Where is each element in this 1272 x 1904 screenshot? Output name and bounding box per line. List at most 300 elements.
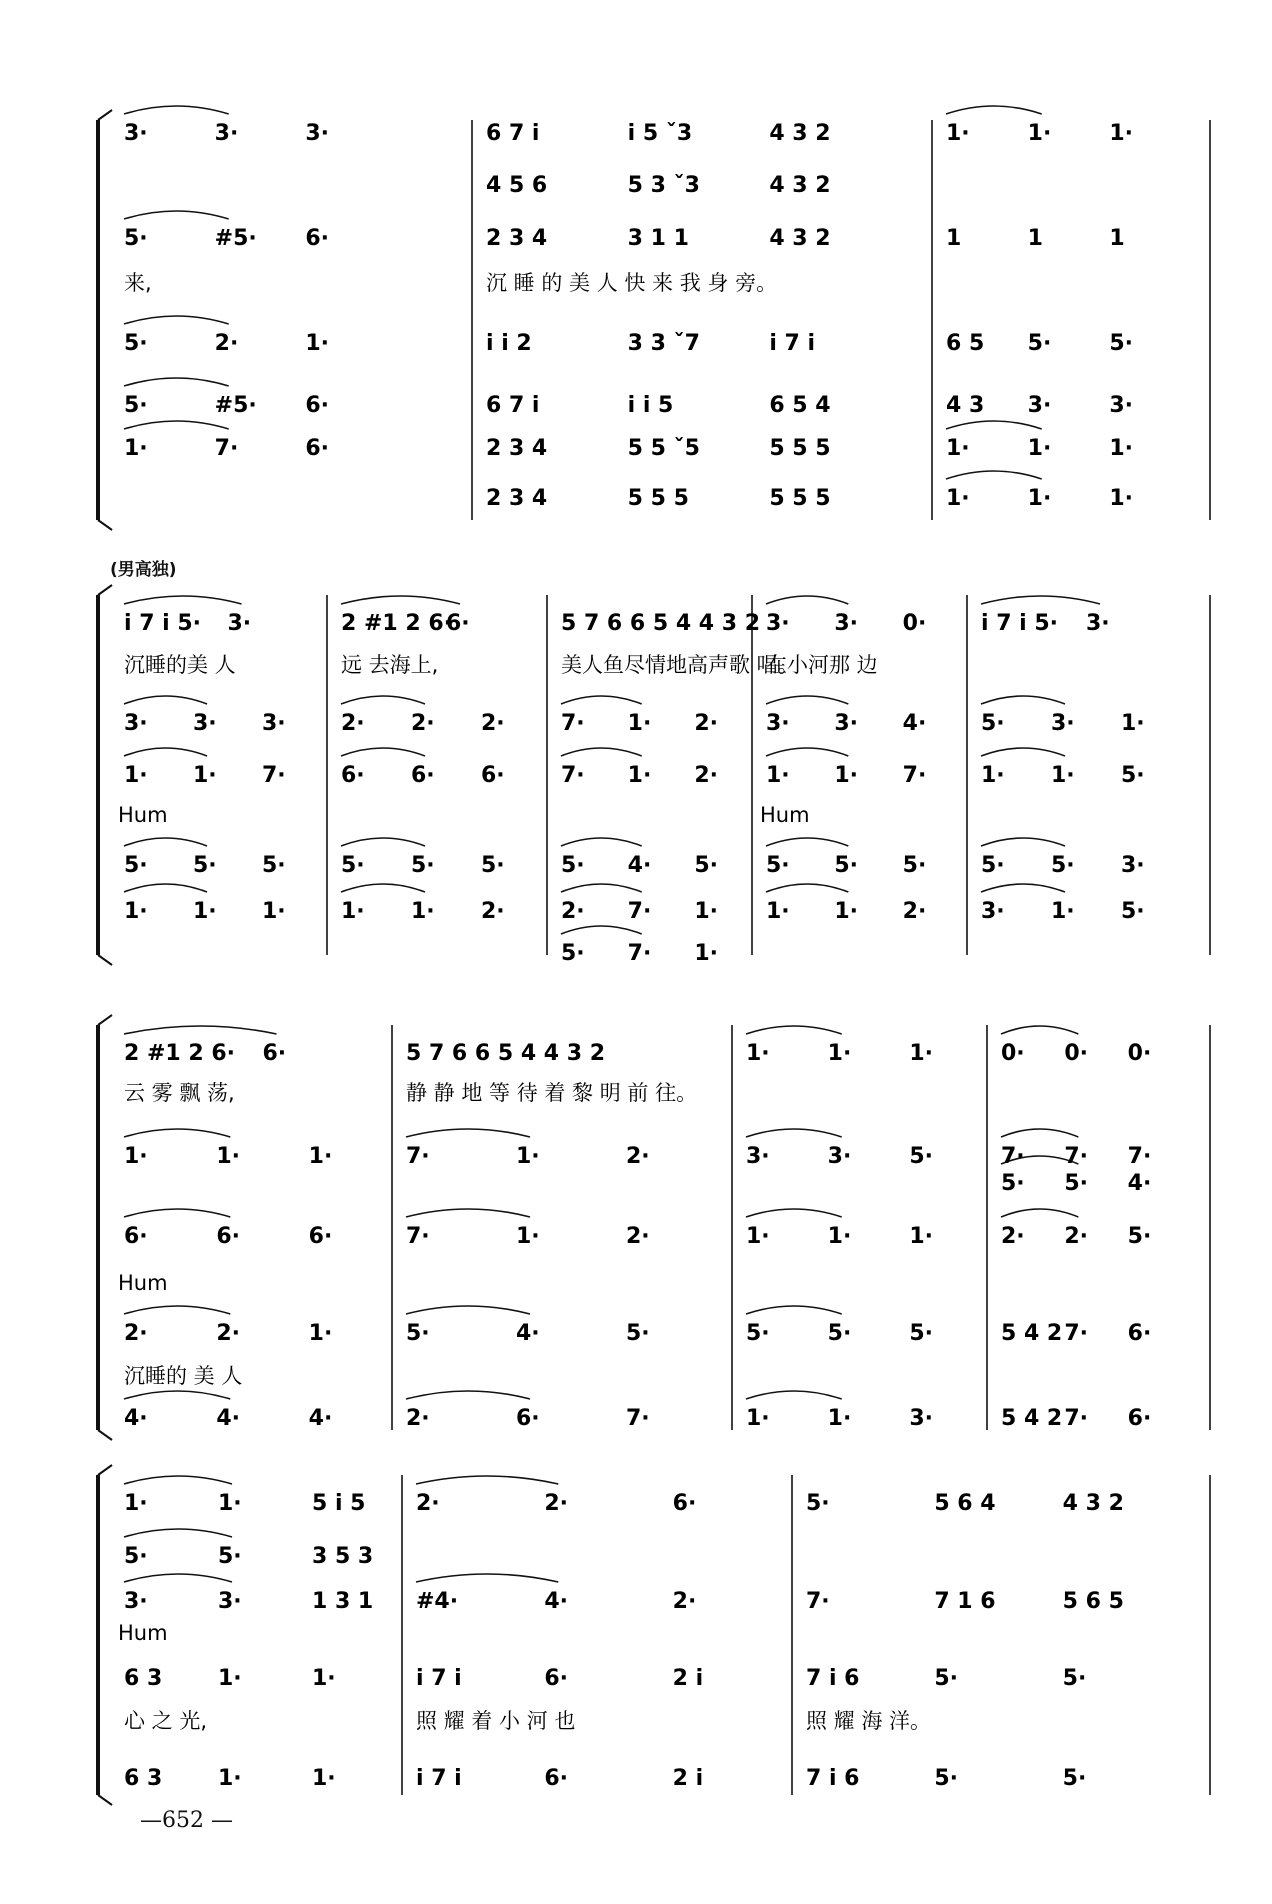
- lyric-line: 远 去海上,: [341, 653, 439, 677]
- note-group: 1·: [308, 1144, 333, 1169]
- note-group: 1·: [305, 331, 330, 356]
- note-group: 4 3: [946, 393, 985, 418]
- note-group: 7·: [1001, 1144, 1025, 1169]
- note-group: 2·: [902, 899, 927, 924]
- tie: [766, 884, 848, 892]
- note-group: 7·: [806, 1589, 830, 1614]
- note-group: 1 3 1: [312, 1589, 374, 1614]
- tie: [561, 926, 642, 934]
- note-group: 2·: [481, 899, 505, 924]
- note-group: 1·: [216, 1144, 241, 1169]
- bracket-hook: [98, 1795, 112, 1805]
- note-group: 6·: [262, 1041, 287, 1066]
- tie: [561, 696, 642, 704]
- note-group: i 5 ˇ3: [627, 121, 693, 146]
- note-group: 7 1 6: [934, 1589, 996, 1614]
- note-group: 6·: [216, 1224, 241, 1249]
- note-group: 6 7 i: [486, 393, 540, 418]
- bracket-hook: [98, 520, 112, 530]
- note-group: 7·: [262, 763, 286, 788]
- tie: [341, 884, 425, 892]
- note-group: 3·: [1109, 393, 1134, 418]
- tie: [341, 596, 460, 604]
- lyric-line: 云 雾 飘 荡,: [124, 1081, 235, 1105]
- note-group: 2 #1 2 6·: [124, 1041, 235, 1066]
- note-group: 4·: [308, 1406, 333, 1431]
- note-group: 7·: [627, 899, 652, 924]
- note-group: 6·: [305, 393, 330, 418]
- note-group: 6·: [308, 1224, 333, 1249]
- note-group: 2 3 4: [486, 486, 548, 511]
- note-group: #4·: [416, 1589, 459, 1614]
- tie: [1001, 1129, 1078, 1137]
- lyric-line: 沉睡的美 人: [124, 653, 236, 677]
- note-group: 5 i 5: [312, 1491, 366, 1516]
- note-group: 6·: [305, 226, 330, 251]
- tie: [981, 696, 1065, 704]
- note-group: 3·: [193, 711, 217, 736]
- lyric-line: 照 耀 着 小 河 也: [416, 1709, 576, 1733]
- tie: [766, 748, 848, 756]
- note-group: 0·: [902, 611, 927, 636]
- tie: [124, 106, 229, 114]
- tie: [124, 421, 229, 429]
- note-group: i i 2: [486, 331, 532, 356]
- note-group: 0·: [1001, 1041, 1025, 1066]
- tie: [406, 1209, 530, 1217]
- note-group: 4·: [1127, 1171, 1152, 1196]
- note-group: 3 3 ˇ7: [627, 331, 700, 356]
- note-group: 5·: [827, 1321, 852, 1346]
- note-group: i 7 i: [416, 1666, 462, 1691]
- note-group: 1·: [124, 436, 148, 461]
- tie: [124, 596, 242, 604]
- note-group: 3 5 3: [312, 1544, 374, 1569]
- tie: [561, 884, 642, 892]
- note-group: 4 3 2: [1062, 1491, 1124, 1516]
- note-group: 1·: [193, 763, 217, 788]
- note-group: 7·: [1064, 1144, 1089, 1169]
- note-group: 2·: [672, 1589, 697, 1614]
- note-group: 3·: [909, 1406, 934, 1431]
- lyric-line: 照 耀 海 洋。: [806, 1709, 932, 1733]
- note-group: 5·: [746, 1321, 770, 1346]
- note-group: 3·: [827, 1144, 852, 1169]
- note-group: 4 3 2: [769, 121, 831, 146]
- note-group: 6·: [544, 1666, 569, 1691]
- note-group: 3·: [262, 711, 286, 736]
- tie: [946, 106, 1042, 114]
- note-group: 5·: [1121, 763, 1145, 788]
- note-group: 4·: [902, 711, 927, 736]
- note-group: 3·: [214, 121, 239, 146]
- note-group: 6 3: [124, 1766, 163, 1791]
- tie: [766, 596, 848, 604]
- note-group: 7·: [561, 763, 585, 788]
- note-group: 5·: [481, 853, 505, 878]
- note-group: 4·: [216, 1406, 241, 1431]
- note-group: 6·: [1127, 1406, 1152, 1431]
- note-group: 5·: [934, 1766, 959, 1791]
- note-group: 1·: [946, 436, 970, 461]
- note-group: 5·: [561, 853, 585, 878]
- tie: [746, 1391, 842, 1399]
- lyric-line: 沉 睡 的 美 人 快 来 我 身 旁。: [486, 271, 778, 295]
- tie: [341, 696, 425, 704]
- note-group: 1·: [946, 486, 970, 511]
- note-group: 5·: [124, 331, 148, 356]
- note-group: 6·: [544, 1766, 569, 1791]
- note-group: 4 5 6: [486, 173, 548, 198]
- note-group: 2·: [341, 711, 365, 736]
- note-group: 1·: [124, 763, 148, 788]
- note-group: 1·: [1109, 121, 1134, 146]
- note-group: 7·: [1064, 1406, 1089, 1431]
- note-group: 5 4 2: [1001, 1321, 1063, 1346]
- note-group: 5·: [1121, 899, 1145, 924]
- note-group: 2 3 4: [486, 226, 548, 251]
- note-group: 5·: [909, 1321, 934, 1346]
- note-group: 6·: [672, 1491, 697, 1516]
- hum-label: Hum: [118, 1621, 168, 1645]
- note-group: 1·: [193, 899, 217, 924]
- note-group: 1·: [827, 1041, 852, 1066]
- tie: [124, 1391, 230, 1399]
- note-group: 4·: [516, 1321, 540, 1346]
- tie: [1001, 1209, 1078, 1217]
- tie: [766, 838, 848, 846]
- note-group: 2·: [626, 1224, 650, 1249]
- tie: [981, 748, 1065, 756]
- note-group: 3·: [218, 1589, 242, 1614]
- note-group: 6·: [124, 1224, 148, 1249]
- note-group: 1·: [909, 1041, 934, 1066]
- note-group: 3·: [766, 711, 790, 736]
- tie: [766, 696, 848, 704]
- bracket-hook: [98, 585, 112, 595]
- note-group: 5 7 6 6 5 4 4 3 2: [561, 611, 761, 636]
- tie: [124, 1129, 230, 1137]
- note-group: 6·: [305, 436, 330, 461]
- tie: [406, 1391, 530, 1399]
- note-group: 3·: [305, 121, 330, 146]
- tie: [981, 596, 1100, 604]
- note-group: 1·: [312, 1766, 336, 1791]
- tie: [124, 211, 229, 219]
- note-group: 2·: [411, 711, 435, 736]
- note-group: 6 5 4: [769, 393, 831, 418]
- note-group: 3·: [1121, 853, 1145, 878]
- note-group: 5 5 5: [769, 436, 831, 461]
- note-group: 2·: [406, 1406, 430, 1431]
- note-group: 5·: [406, 1321, 430, 1346]
- note-group: 1·: [312, 1666, 336, 1691]
- note-group: 5 3 ˇ3: [627, 173, 700, 198]
- note-group: 5 5 5: [769, 486, 831, 511]
- note-group: 1·: [1027, 486, 1052, 511]
- note-group: 7·: [902, 763, 927, 788]
- note-group: 7·: [1064, 1321, 1089, 1346]
- note-group: 1·: [766, 899, 790, 924]
- note-group: 2 #1 2 6·: [341, 611, 452, 636]
- note-group: 5 5 5: [627, 486, 689, 511]
- note-group: 1·: [218, 1766, 242, 1791]
- staff-lines: [98, 106, 1210, 1805]
- note-group: 5·: [1001, 1171, 1025, 1196]
- note-group: 2·: [216, 1321, 241, 1346]
- note-group: 7·: [561, 711, 585, 736]
- tie: [341, 838, 425, 846]
- tie: [124, 1476, 232, 1484]
- note-group: 5 7 6 6 5 4 4 3 2: [406, 1041, 606, 1066]
- note-group: 3·: [1086, 611, 1110, 636]
- tie: [124, 1209, 230, 1217]
- note-group: 4·: [627, 853, 652, 878]
- tie: [561, 838, 642, 846]
- note-group: 2 i: [672, 1766, 704, 1791]
- note-group: 5·: [806, 1491, 830, 1516]
- note-group: 3·: [834, 711, 859, 736]
- note-group: 1·: [746, 1224, 770, 1249]
- note-group: 5·: [1051, 853, 1075, 878]
- lyric-line: 在小河那 边: [766, 653, 878, 677]
- note-group: 1·: [627, 763, 652, 788]
- note-group: 0·: [1064, 1041, 1089, 1066]
- note-group: 1: [1027, 226, 1043, 251]
- note-group: i 7 i 5·: [124, 611, 202, 636]
- note-group: 1·: [827, 1224, 852, 1249]
- note-group: 1·: [834, 763, 859, 788]
- note-group: 6·: [516, 1406, 540, 1431]
- bracket-hook: [98, 955, 112, 965]
- tie: [406, 1129, 530, 1137]
- note-group: 4 3 2: [769, 173, 831, 198]
- note-group: 3·: [746, 1144, 770, 1169]
- note-group: 5·: [909, 1144, 934, 1169]
- tie: [124, 316, 229, 324]
- note-group: 3·: [766, 611, 790, 636]
- note-group: 5·: [1127, 1224, 1152, 1249]
- note-group: 3·: [1027, 393, 1052, 418]
- hum-label: Hum: [118, 803, 168, 827]
- note-group: 5·: [411, 853, 435, 878]
- tie: [416, 1574, 558, 1582]
- note-group: 2·: [544, 1491, 569, 1516]
- note-group: 1·: [746, 1041, 770, 1066]
- note-group: 4·: [124, 1406, 148, 1431]
- tie: [981, 884, 1065, 892]
- note-group: 5·: [561, 941, 585, 966]
- note-group: 5·: [124, 853, 148, 878]
- lyric-line: 静 静 地 等 待 着 黎 明 前 往。: [406, 1081, 698, 1105]
- note-group: 1·: [124, 899, 148, 924]
- lyric-line: 沉睡的 美 人: [124, 1364, 243, 1388]
- note-group: 6·: [481, 763, 505, 788]
- note-group: 5 6 5: [1062, 1589, 1124, 1614]
- note-group: 2·: [481, 711, 505, 736]
- notation-text: [118, 121, 1151, 1791]
- note-group: 3·: [981, 899, 1005, 924]
- note-group: 1·: [308, 1321, 333, 1346]
- note-group: 1·: [124, 1144, 148, 1169]
- note-group: 5·: [1062, 1766, 1087, 1791]
- note-group: 1·: [218, 1491, 242, 1516]
- note-group: 1·: [516, 1224, 540, 1249]
- bracket-hook: [98, 110, 112, 120]
- note-group: 5·: [766, 853, 790, 878]
- tie: [1001, 1026, 1078, 1034]
- note-group: 1·: [1121, 711, 1145, 736]
- note-group: 5·: [1062, 1666, 1087, 1691]
- note-group: 5·: [834, 853, 859, 878]
- note-group: 3·: [124, 711, 148, 736]
- note-group: 2 i: [672, 1666, 704, 1691]
- note-group: 1·: [909, 1224, 934, 1249]
- note-group: 5·: [626, 1321, 650, 1346]
- note-group: 1·: [218, 1666, 242, 1691]
- note-group: 6·: [341, 763, 365, 788]
- note-group: i 7 i: [769, 331, 816, 356]
- tie: [561, 748, 642, 756]
- note-group: 1·: [262, 899, 286, 924]
- note-group: 3·: [227, 611, 252, 636]
- tie: [746, 1129, 842, 1137]
- note-group: i i 5: [627, 393, 674, 418]
- note-group: 1·: [1051, 763, 1075, 788]
- note-group: 1·: [694, 899, 719, 924]
- bracket-hook: [98, 1015, 112, 1025]
- note-group: 1: [1109, 226, 1125, 251]
- note-group: 3·: [834, 611, 859, 636]
- note-group: i 7 i 5·: [981, 611, 1059, 636]
- note-group: 1·: [1109, 436, 1134, 461]
- note-group: 7·: [214, 436, 239, 461]
- note-group: 7·: [406, 1224, 430, 1249]
- note-group: 5·: [934, 1666, 959, 1691]
- note-group: 5·: [694, 853, 719, 878]
- note-group: 1·: [766, 763, 790, 788]
- tie: [124, 884, 207, 892]
- note-group: 3·: [124, 1589, 148, 1614]
- note-group: 6 3: [124, 1666, 163, 1691]
- note-group: 5·: [902, 853, 927, 878]
- note-group: 4·: [544, 1589, 569, 1614]
- note-group: 1·: [694, 941, 719, 966]
- note-group: 5·: [981, 853, 1005, 878]
- note-group: 4 3 2: [769, 226, 831, 251]
- note-group: 2·: [694, 711, 719, 736]
- lyric-line: 美人鱼尽情地高声歌 唱。: [561, 653, 799, 677]
- note-group: 6·: [411, 763, 435, 788]
- note-group: 1·: [124, 1491, 148, 1516]
- note-group: 6·: [1127, 1321, 1152, 1346]
- tie: [124, 378, 229, 386]
- note-group: 5·: [981, 711, 1005, 736]
- hum-label: Hum: [118, 1271, 168, 1295]
- note-group: 1·: [834, 899, 859, 924]
- tie: [341, 748, 425, 756]
- note-group: 1·: [981, 763, 1005, 788]
- note-group: 2·: [626, 1144, 650, 1169]
- bracket-hook: [98, 1465, 112, 1475]
- note-group: 1·: [946, 121, 970, 146]
- note-group: 5·: [1109, 331, 1134, 356]
- note-group: 7 i 6: [806, 1766, 860, 1791]
- note-group: 0·: [1127, 1041, 1152, 1066]
- note-group: 5 6 4: [934, 1491, 996, 1516]
- note-group: 2·: [124, 1321, 148, 1346]
- note-group: 5 4 2: [1001, 1406, 1063, 1431]
- note-group: 2·: [694, 763, 719, 788]
- note-group: 1·: [627, 711, 652, 736]
- note-group: 5·: [341, 853, 365, 878]
- note-group: 1·: [411, 899, 435, 924]
- note-group: 6 5: [946, 331, 985, 356]
- note-group: #5·: [214, 226, 257, 251]
- note-group: 2·: [1001, 1224, 1025, 1249]
- tie: [416, 1476, 558, 1484]
- page-number: —652 —: [140, 1808, 233, 1833]
- note-group: 1·: [1027, 436, 1052, 461]
- note-group: 5·: [124, 1544, 148, 1569]
- tie: [124, 748, 207, 756]
- note-group: 6·: [446, 611, 470, 636]
- tie: [124, 838, 207, 846]
- solo-annotation: (男高独): [110, 560, 177, 580]
- hum-label: Hum: [760, 803, 810, 827]
- note-group: 7·: [406, 1144, 430, 1169]
- tie: [124, 1529, 232, 1537]
- note-group: 5·: [1064, 1171, 1089, 1196]
- note-group: 3 1 1: [627, 226, 689, 251]
- note-group: 5·: [218, 1544, 242, 1569]
- tie: [946, 421, 1042, 429]
- note-group: 1·: [1109, 486, 1134, 511]
- tie: [124, 696, 207, 704]
- tie: [746, 1026, 842, 1034]
- note-group: 5·: [193, 853, 217, 878]
- note-group: 2·: [561, 899, 585, 924]
- lyric-line: 心 之 光,: [124, 1709, 208, 1733]
- note-group: 2 3 4: [486, 436, 548, 461]
- note-group: 3·: [1051, 711, 1075, 736]
- lyric-line: 来,: [124, 271, 152, 295]
- note-group: 1: [946, 226, 962, 251]
- note-group: 7·: [1127, 1144, 1152, 1169]
- note-group: 7 i 6: [806, 1666, 860, 1691]
- note-group: 1·: [1027, 121, 1052, 146]
- note-group: 6 7 i: [486, 121, 540, 146]
- note-group: 3·: [124, 121, 148, 146]
- note-group: 1·: [516, 1144, 540, 1169]
- tie: [124, 1026, 277, 1034]
- note-group: i 7 i: [416, 1766, 462, 1791]
- tie: [946, 471, 1042, 479]
- tie: [406, 1306, 530, 1314]
- note-group: 7·: [627, 941, 652, 966]
- tie: [746, 1306, 842, 1314]
- tie: [981, 838, 1065, 846]
- note-group: 1·: [1051, 899, 1075, 924]
- tie: [746, 1209, 842, 1217]
- tie: [124, 1306, 230, 1314]
- note-group: 5·: [262, 853, 286, 878]
- note-group: 2·: [214, 331, 239, 356]
- note-group: #5·: [214, 393, 257, 418]
- note-group: 5 5 ˇ5: [627, 436, 700, 461]
- note-group: 5·: [124, 393, 148, 418]
- tie: [124, 1574, 232, 1582]
